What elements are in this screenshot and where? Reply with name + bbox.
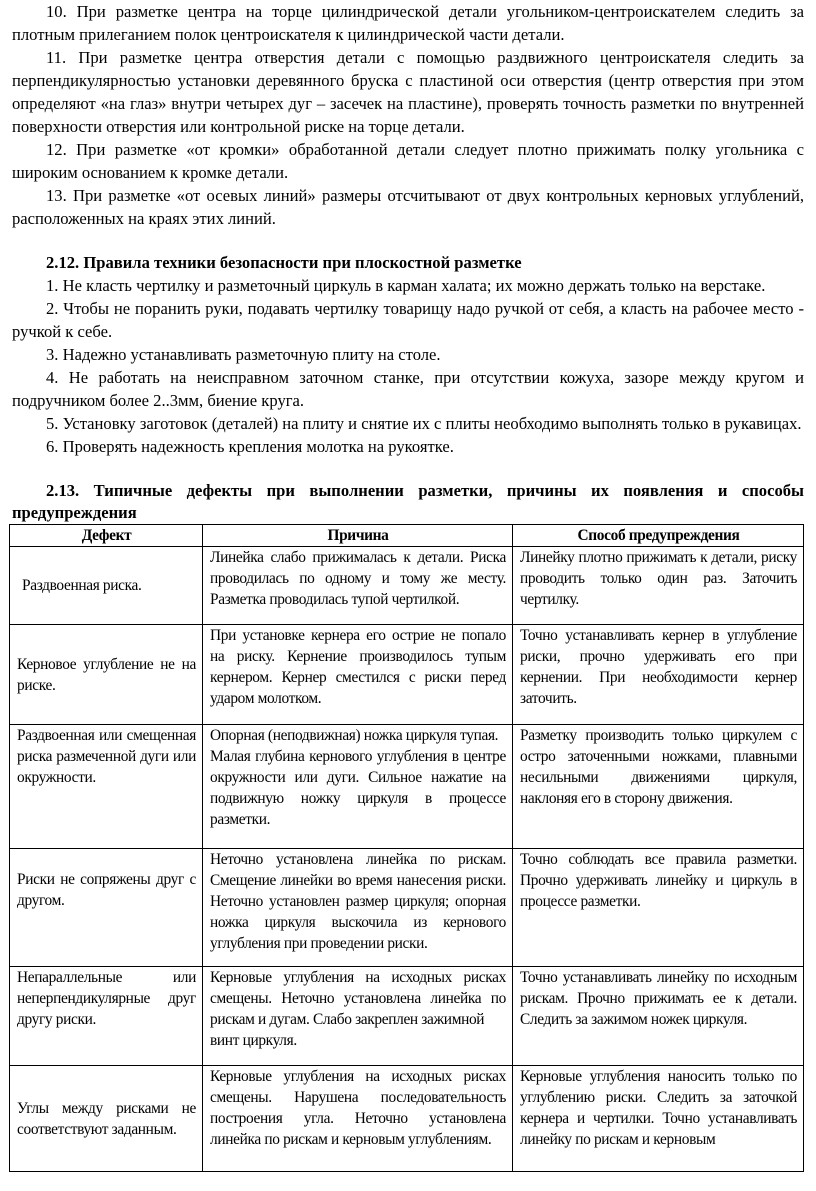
column-header: Способ предупреждения [513,525,804,547]
table-row [10,1066,804,1172]
section-heading-2-12: 2.12. Правила техники безопасности при плоскостной разметке [46,253,522,272]
column-header: Причина [203,525,513,547]
safety-rule: 5. Установку заготовок (деталей) на плиту и снятие их с плиты необходимо выполнять только в рукавицах. [46,414,802,433]
defects-table [9,524,804,1172]
table-row [10,725,804,849]
prevention-cell: Разметку производить только циркулем с остро заточенными ножками, плавными несильными движениями циркуля, наклоняя его в сторону движения. [513,725,804,849]
prevention-cell: Линейку плотно прижимать к детали, риску проводить только один раз. Заточить чертилку. [513,547,804,625]
safety-rule: 3. Надежно устанавливать разметочную плиту на столе. [46,345,441,364]
column-header: Дефект [10,525,203,547]
safety-rule: 4. Не работать на неисправном заточном станке, при отсутствии кожуха, зазоре между кругом и подручником более 2..3мм, биение круга. [12,368,804,410]
table-row [10,849,804,967]
safety-rule: 2. Чтобы не поранить руки, подавать чертилку товарищу надо ручкой от себя, а класть на рабочее место - ручкой к себе. [12,299,804,341]
safety-rule: 1. Не класть чертилку и разметочный циркуль в карман халата; их можно держать только на верстаке. [46,276,766,295]
paragraph: 12. При разметке «от кромки» обработанной детали следует плотно прижимать полку угольника с широким основанием к кромке детали. [12,140,804,182]
prevention-cell: Керновые углубления наносить только по углублению риски. Следить за заточкой кернера и чертилки. Точно устанавливать линейку по рискам и керновым [513,1066,804,1172]
prevention-cell: Точно соблюдать все правила разметки. Прочно удерживать линейку и циркуль в процессе разметки. [513,849,804,967]
table-header-row [10,525,804,547]
document-page [12,0,804,1172]
defect-cell: Непараллельные или неперпендикулярные друг другу риски. [10,967,203,1066]
defect-cell: Раздвоенная риска. [10,547,203,625]
cause-cell: Линейка слабо прижималась к детали. Риска проводилась по одному и тому же месту. Разметка проводилась тупой чертилкой. [203,547,513,625]
safety-rule: 6. Проверять надежность крепления молотка на рукоятке. [46,437,454,456]
cause-cell: Керновые углубления на исходных рисках смещены. Нарушена последовательность построения угла. Неточно установлена линейка по рискам и керновым углублениям. [203,1066,513,1172]
cause-cell: Керновые углубления на исходных рисках смещены. Неточно установлена линейка по рискам и дугам. Слабо закреплен зажимной винт циркуля. [203,967,513,1066]
defect-cell: Раздвоенная или смещенная риска размеченной дуги или окружности. [10,725,203,849]
prevention-cell: Точно устанавливать кернер в углубление риски, прочно удерживать его при кернении. При необходимости кернер заточить. [513,625,804,725]
paragraph: 10. При разметке центра на торце цилиндрической детали угольником-центроискателем следить за плотным прилеганием полок центроискателя к цилиндрической части детали. [12,2,804,44]
cause-cell: Неточно установлена линейка по рискам. Смещение линейки во время нанесения риски. Неточно установлен размер циркуля; опорная ножка циркуля выскочила из кернового углубления при проведении риски. [203,849,513,967]
table-row [10,547,804,625]
cause-cell: При установке кернера его острие не попало на риску. Кернение производилось тупым кернером. Кернер сместился с риски перед ударом молотком. [203,625,513,725]
defect-cell: Керновое углубление не на риске. [10,625,203,725]
cause-cell: Опорная (неподвижная) ножка циркуля тупая. Малая глубина кернового углубления в центре окружности или дуги. Сильное нажатие на подвижную ножку циркуля в процессе разметки. [203,725,513,849]
defect-cell: Риски не сопряжены друг с другом. [10,849,203,967]
prevention-cell: Точно устанавливать линейку по исходным рискам. Прочно прижимать ее к детали. Следить за зажимом ножек циркуля. [513,967,804,1066]
table-row [10,967,804,1066]
paragraph: 13. При разметке «от осевых линий» размеры отсчитывают от двух контрольных керновых углублений, расположенных на краях этих линий. [12,186,804,228]
defect-cell: Углы между рисками не соответствуют заданным. [10,1066,203,1172]
section-heading-2-13: 2.13. Типичные дефекты при выполнении разметки, причины их появления и способы предупреждения [12,481,804,522]
paragraph: 11. При разметке центра отверстия детали с помощью раздвижного центроискателя следить за перпендикулярностью установки деревянного бруска с пластиной оси отверстия (центр отверстия при этом определяют «на глаз» внутри четырех дуг – засечек на пластине), проверять точность разметки по внутренней поверхности отверстия или контрольной риске на торце детали. [12,48,804,136]
table-row [10,625,804,725]
